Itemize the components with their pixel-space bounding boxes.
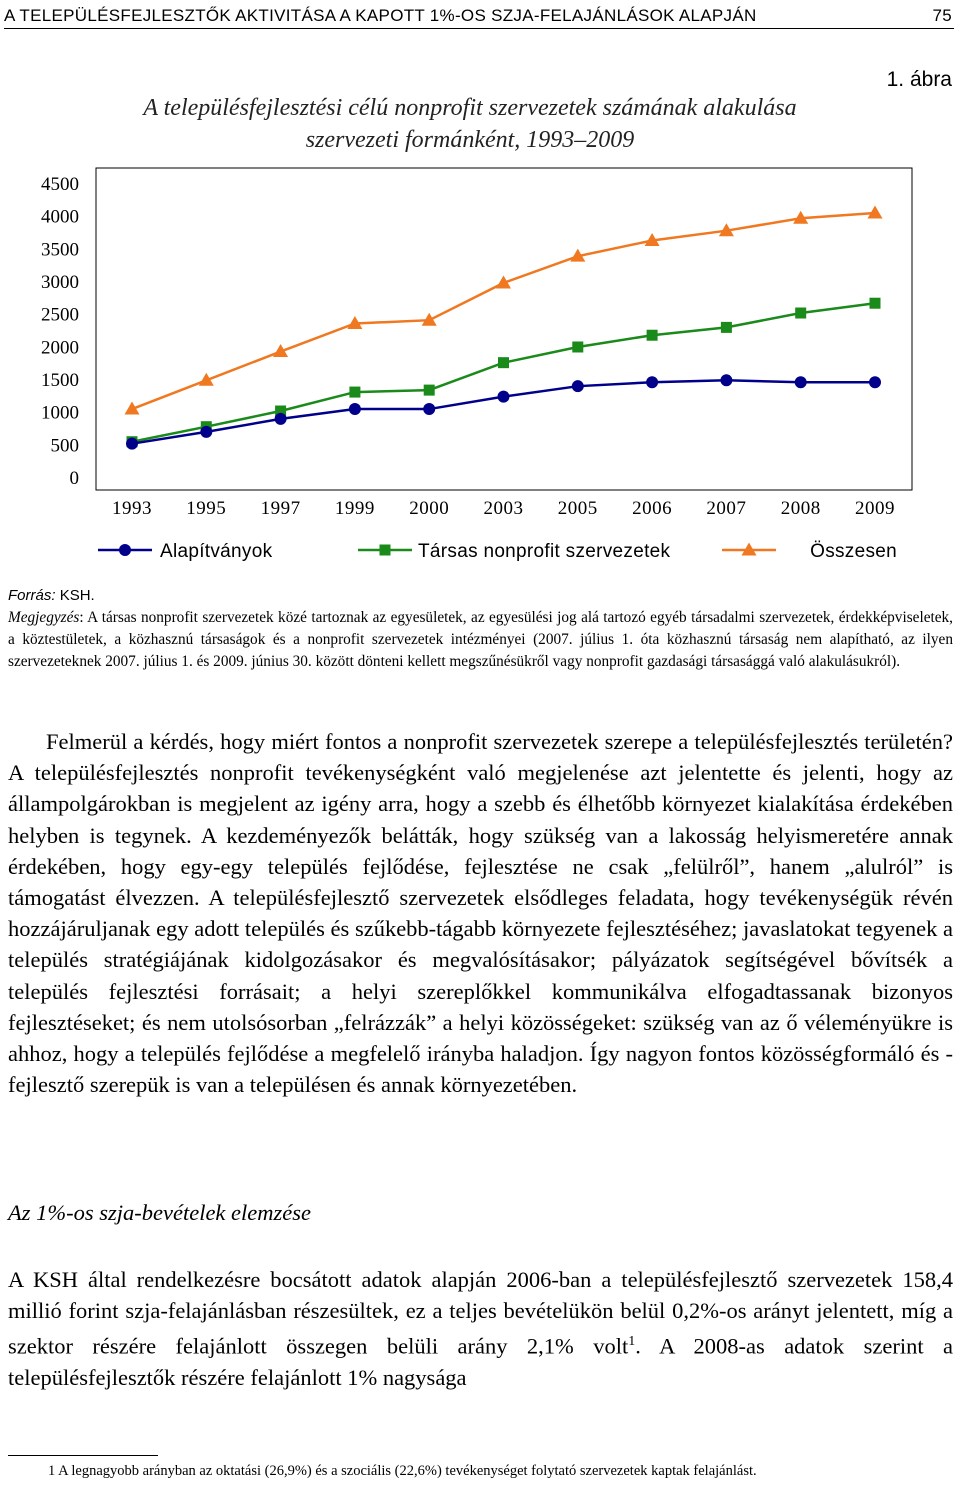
series-line	[132, 303, 875, 442]
data-point	[795, 308, 806, 319]
data-point	[380, 545, 391, 556]
legend-item	[722, 541, 897, 562]
data-point	[498, 357, 509, 368]
data-point	[498, 391, 510, 403]
x-tick-label: 2000	[409, 498, 450, 519]
figure-title-line2: szervezeti formánként, 1993–2009	[305, 127, 635, 153]
line-chart	[0, 160, 960, 575]
remark	[8, 607, 953, 673]
data-point	[126, 438, 138, 450]
x-tick-label: 2008	[780, 498, 821, 519]
body-paragraph-2	[8, 1264, 953, 1393]
footnote: 1 A legnagyobb arányban az oktatási (26,9%) és a szociális (22,6%) tevékenységet folytató szervezetek kaptak felajánlást.	[48, 1463, 757, 1479]
data-point	[424, 385, 435, 396]
y-tick-label: 2000	[41, 337, 79, 359]
x-tick-label: 2007	[706, 498, 747, 519]
source-line	[8, 585, 953, 607]
y-tick-label: 4000	[41, 206, 79, 228]
data-point	[869, 376, 881, 388]
data-point	[868, 206, 883, 219]
x-axis-ticks	[112, 498, 895, 519]
x-tick-label: 2009	[855, 498, 895, 519]
data-point	[119, 544, 131, 556]
data-point	[572, 380, 584, 392]
source-label: Forrás:	[8, 587, 56, 604]
data-point	[200, 426, 212, 438]
series-1	[127, 298, 881, 448]
y-tick-label: 3000	[41, 272, 79, 293]
series-line	[132, 380, 875, 443]
remark-label: Megjegyzés	[8, 609, 80, 626]
remark-text: : A társas nonprofit szervezetek közé tartoznak az egyesületek, az egyesülési jog alá tartozó egyéb társadalmi szervezetek, érdekképviseletek, a köztestületek, a közhasznú társaságok és a nonprofit szervezetek intézményei (2007. július 1. óta közhasznú társaság nem alapítható, az ilyen szervezeteknek 2007. július 1. és 2009. június 30. között dönteni kellett megszűnésükről vagy nonprofit gazdasági társasággá való alakulásukról).	[8, 609, 953, 670]
data-point	[572, 341, 583, 352]
figure-title	[60, 92, 880, 156]
x-tick-label: 1997	[260, 498, 301, 519]
data-point	[349, 387, 360, 398]
y-tick-label: 0	[69, 468, 79, 489]
series-0	[126, 374, 881, 449]
data-point	[795, 376, 807, 388]
figure-label: 1. ábra	[886, 68, 952, 91]
legend-item	[358, 541, 671, 562]
legend	[98, 541, 897, 562]
legend-label: Alapítványok	[160, 541, 273, 562]
x-tick-label: 2005	[557, 498, 598, 519]
y-tick-label: 500	[50, 435, 79, 457]
data-point	[870, 298, 881, 309]
paragraph-2-end: . A 2008-as adatok szerint a településfejlesztők részére felajánlott 1% nagysága	[8, 1333, 954, 1391]
plot-border	[96, 168, 912, 490]
x-tick-label: 1993	[112, 498, 152, 519]
y-tick-label: 3500	[41, 239, 79, 261]
data-point	[721, 322, 732, 333]
data-point	[275, 413, 287, 425]
series-2	[125, 206, 883, 415]
source-value: KSH.	[59, 587, 95, 604]
series-layer	[125, 206, 883, 450]
x-tick-label: 1995	[186, 498, 227, 519]
y-tick-label: 2500	[41, 304, 79, 326]
series-line	[132, 213, 875, 409]
y-axis-ticks	[41, 174, 79, 489]
x-tick-label: 2006	[632, 498, 673, 519]
data-point	[423, 403, 435, 415]
footnote-divider	[8, 1455, 158, 1456]
running-header	[4, 4, 954, 29]
legend-label: Összesen	[810, 541, 897, 562]
y-tick-label: 4500	[41, 174, 79, 195]
x-tick-label: 1999	[334, 498, 375, 519]
data-point	[720, 374, 732, 386]
figure-title-line1: A településfejlesztési célú nonprofit szervezetek számának alakulása	[143, 95, 797, 121]
running-title: A TELEPÜLÉSFEJLESZTŐK AKTIVITÁSA A KAPOTT 1%-OS SZJA-FELAJÁNLÁSOK ALAPJÁN	[4, 6, 757, 25]
body-paragraph-1: Felmerül a kérdés, hogy miért fontos a nonprofit szervezetek szerepe a településfejlesztés területén? A településfejlesztés nonprofit tevékenységként való megjelenése azt jelentette és jelenti, hogy az állampolgárokban is megjelent az igény arra, hogy a szebb és élhetőbb környezet kialakítása érdekében helyben is tegynek. A kezdeményezők belátták, hogy szükség van a lakosság helyismeretére annak érdekében, hogy egy-egy település fejlődése, fejlesztése ne csak „felülről”, hanem „alulról” is támogatást élvezzen. A településfejlesztő szervezetek elsődleges feladata, hogy tevékenységük révén hozzájáruljanak egy adott település és szűkebb-tágabb környezete fejlesztéséhez; javaslatokat tegyenek a település stratégiájának kidolgozásakor és megvalósításakor; pályázatok segítségével bővítsék a település fejlesztési forrásait; a helyi szereplőkkel kommunikálva elfogadtassanak bizonyos fejlesztéseket; és nem utolsósorban „felrázzák” a helyi közösségeket: szükség van az ő véleményükre is ahhoz, hogy a település fejlődése a megfelelő irányba haladjon. Így nagyon fontos közösségformáló és -fejlesztő szerepük is van a településen és annak környezetében.	[8, 729, 953, 1098]
legend-label: Társas nonprofit szervezetek	[418, 541, 671, 562]
y-tick-label: 1000	[41, 402, 79, 424]
x-tick-label: 2003	[483, 498, 524, 519]
data-point	[646, 376, 658, 388]
data-point	[349, 403, 361, 415]
plot-area	[96, 168, 912, 490]
page-number: 75	[932, 6, 952, 25]
y-tick-label: 1500	[41, 370, 79, 391]
footnote-reference[interactable]: 1	[628, 1334, 636, 1350]
data-point	[647, 330, 658, 341]
figure-notes	[8, 585, 953, 673]
section-title: Az 1%-os szja-bevételek elemzése	[8, 1200, 312, 1225]
paragraph-2-text: A KSH által rendelkezésre bocsátott adatok alapján 2006-ban a településfejlesztő szervezetek 158,4 millió forint szja-felajánlásban részesültek, ez a teljes bevételükön belül 0,2%-os arányt jelentett, míg a szektor részére felajánlott összegen belüli arány 2,1% volt	[8, 1267, 953, 1359]
legend-item	[98, 541, 273, 562]
